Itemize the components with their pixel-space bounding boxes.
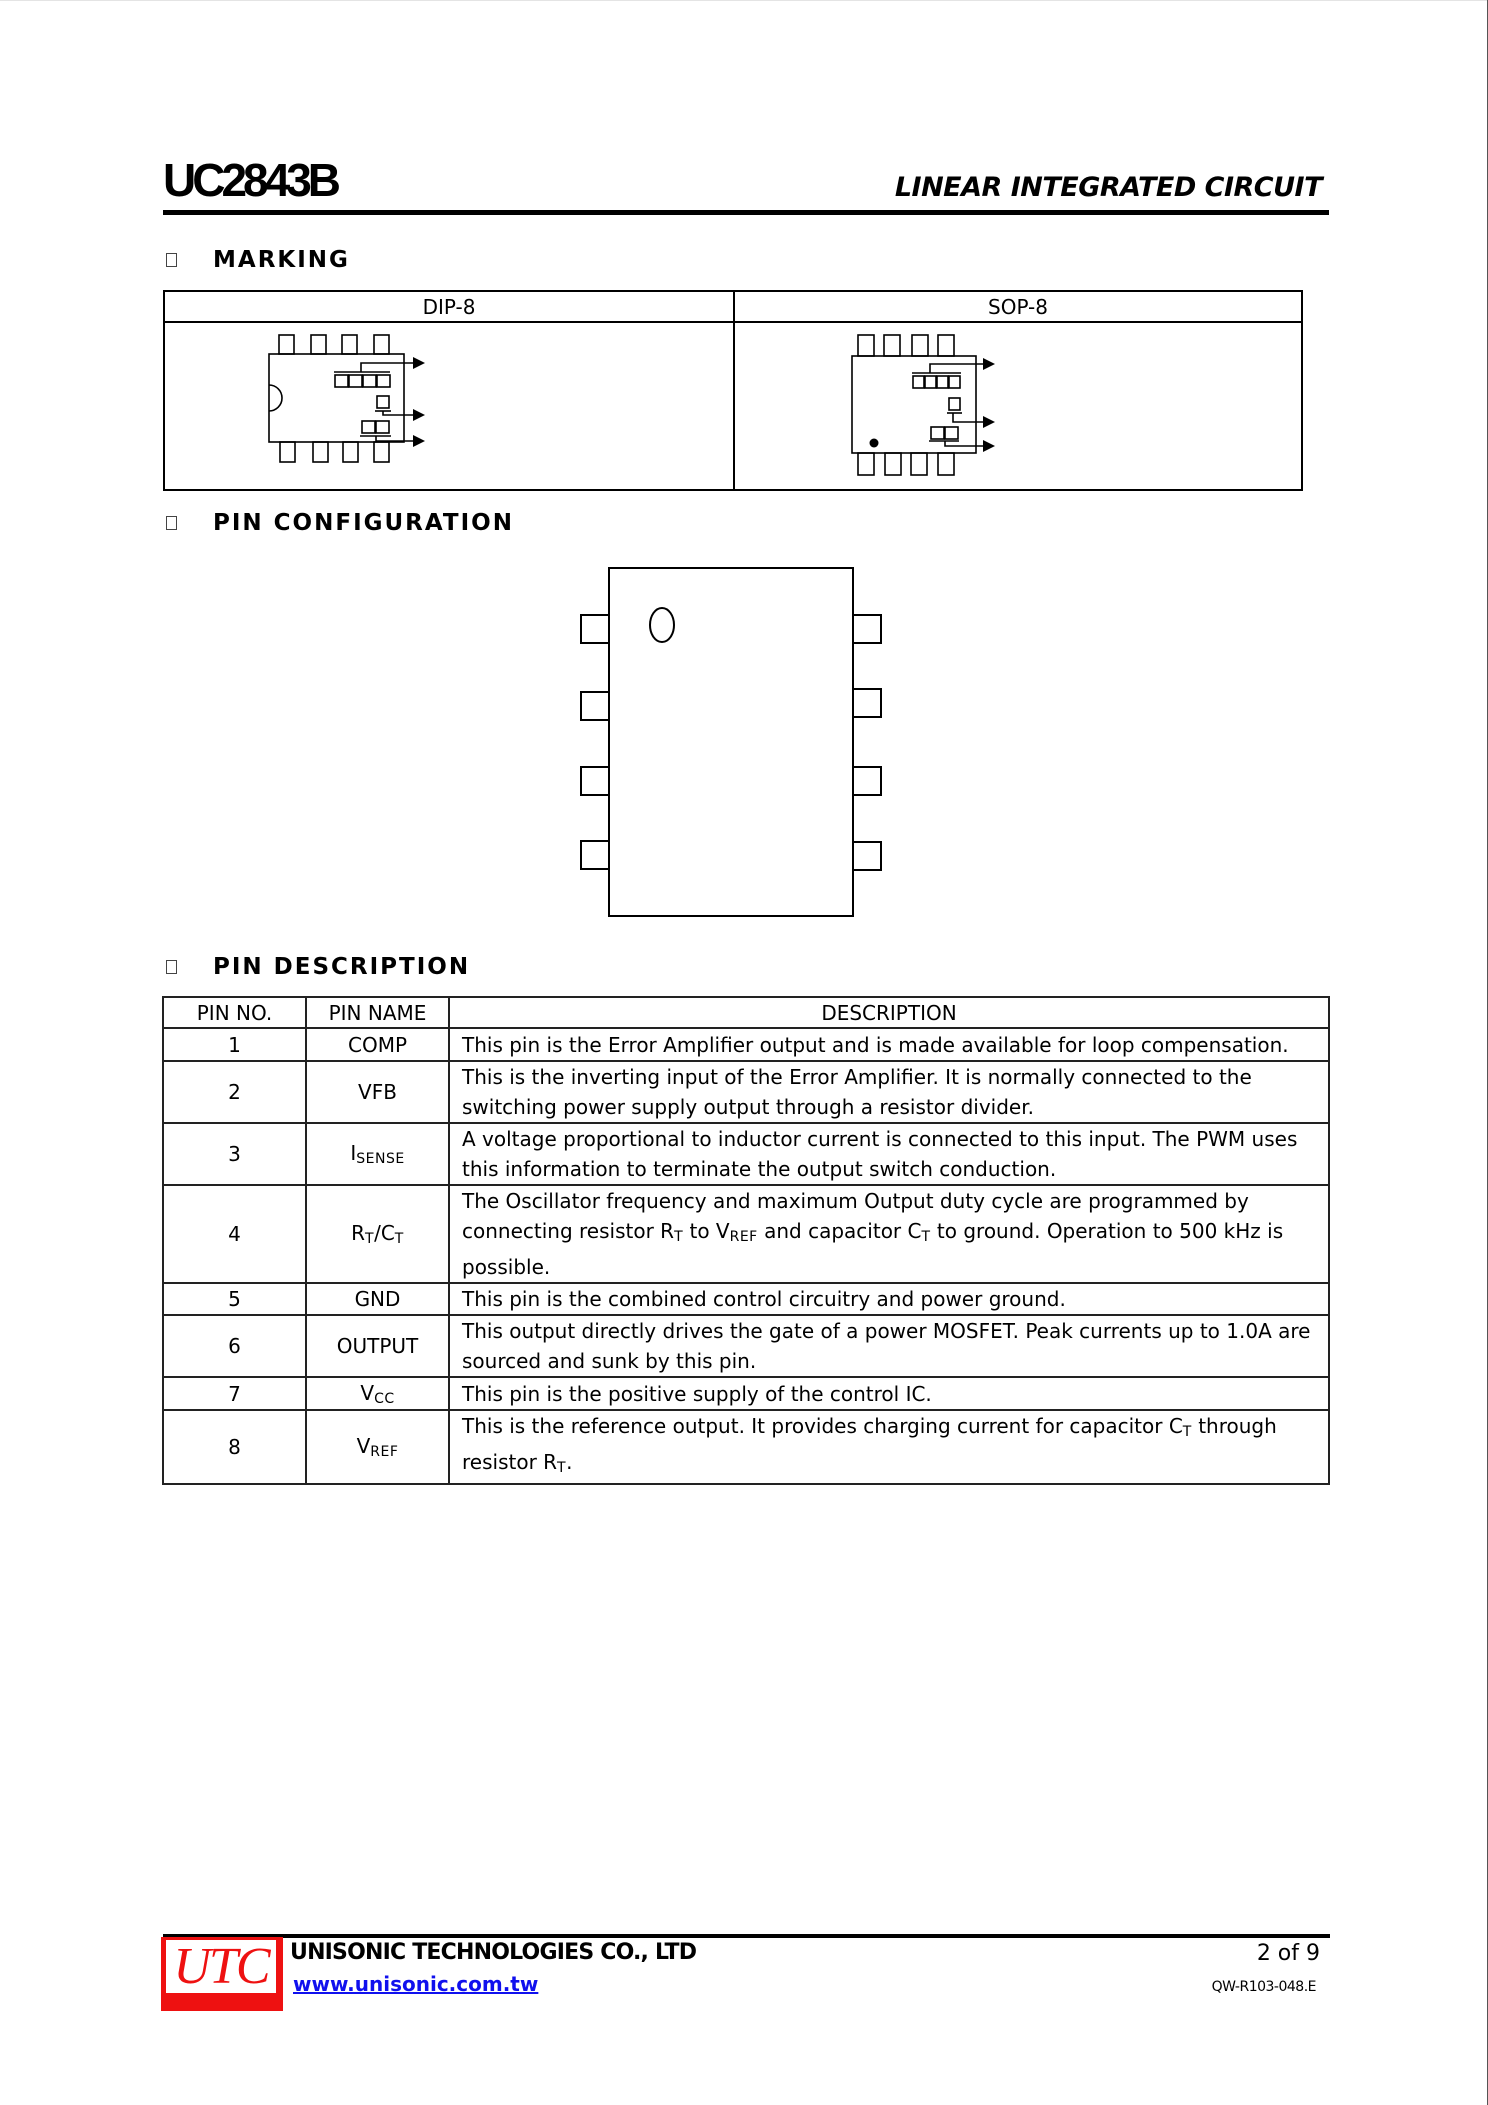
pin-7-lead (853, 689, 881, 717)
page-number: 2 of 9 (1256, 1941, 1320, 1966)
table-row (163, 1123, 1329, 1185)
table-row (163, 1283, 1329, 1315)
bullet-box-icon (166, 516, 177, 530)
pin-description: This pin is the positive supply of the control IC. (449, 1377, 1329, 1410)
table-row (163, 1377, 1329, 1410)
pin-name-subscript: SENSE (356, 1151, 405, 1167)
pin-2-lead (581, 692, 609, 720)
pin-5-lead (853, 842, 881, 870)
pin1-indicator-dot (650, 608, 674, 642)
sop8-marking-diagram (835, 332, 1035, 482)
pin-name-main: /C (374, 1221, 395, 1245)
pin-no: 2 (163, 1061, 306, 1123)
footer-divider (163, 1934, 1330, 1938)
pin-no: 4 (163, 1185, 306, 1283)
bullet-box-icon (166, 960, 177, 974)
utc-logo-text: UTC (166, 1940, 276, 1993)
pin-description: This pin is the combined control circuitry and power ground. (449, 1283, 1329, 1315)
section-marking-title: MARKING (213, 247, 350, 273)
pin-name-subscript: T (365, 1231, 375, 1247)
desc-text: . (566, 1450, 573, 1474)
pin-description (449, 1185, 1329, 1283)
desc-text: through resistor R (462, 1414, 1277, 1474)
table-row (163, 1315, 1329, 1377)
pin-description: A voltage proportional to inductor current is connected to this input. The PWM uses this information to terminate the output switch conduction. (449, 1123, 1329, 1185)
pin-name (306, 1410, 449, 1484)
marking-table (163, 290, 1303, 491)
section-pin-configuration (166, 508, 514, 538)
table-row (163, 1185, 1329, 1283)
desc-subscript: T (557, 1460, 567, 1476)
pin-no: 6 (163, 1315, 306, 1377)
col-header-pin-no: PIN NO. (163, 997, 306, 1028)
pin-description: This output directly drives the gate of a power MOSFET. Peak currents up to 1.0A are sourced and sunk by this pin. (449, 1315, 1329, 1377)
desc-subscript: T (674, 1229, 684, 1245)
pin-name (306, 1185, 449, 1283)
pin-no: 8 (163, 1410, 306, 1484)
table-row (163, 1028, 1329, 1061)
pin-name-main: I (350, 1141, 357, 1165)
utc-logo (161, 1937, 283, 2011)
pin-name-subscript: T (394, 1231, 404, 1247)
pin-8-lead (853, 615, 881, 643)
pin-name: COMP (306, 1028, 449, 1061)
pin-description: This pin is the Error Amplifier output and is made available for loop compensation. (449, 1028, 1329, 1061)
table-row (163, 1410, 1329, 1484)
pin-6-lead (853, 767, 881, 795)
table-header-row (163, 997, 1329, 1028)
pin-1-lead (581, 615, 609, 643)
pin-name: OUTPUT (306, 1315, 449, 1377)
marking-header-dip8: DIP-8 (165, 292, 733, 323)
website-link[interactable]: www.unisonic.com.tw (293, 1972, 539, 1996)
desc-text: The Oscillator frequency and maximum Output duty cycle are programmed by connecting resistor R (462, 1189, 1249, 1243)
company-name: UNISONIC TECHNOLOGIES CO., LTD (290, 1940, 697, 1965)
page-top-edge (0, 0, 1488, 1)
bullet-box-icon (166, 253, 177, 267)
part-number-title: UC2843B (163, 154, 337, 206)
pin-description (449, 1410, 1329, 1484)
desc-text: This is the reference output. It provides charging current for capacitor C (462, 1414, 1183, 1438)
pin-4-lead (581, 841, 609, 869)
document-category: LINEAR INTEGRATED CIRCUIT (894, 172, 1322, 203)
pin-no: 7 (163, 1377, 306, 1410)
pin-name: VFB (306, 1061, 449, 1123)
pin-name-subscript: CC (374, 1390, 395, 1407)
pin-no: 5 (163, 1283, 306, 1315)
pin-configuration-diagram (575, 562, 890, 922)
pin-name (306, 1123, 449, 1185)
col-header-pin-name: PIN NAME (306, 997, 449, 1028)
section-pin-description-title: PIN DESCRIPTION (213, 954, 471, 980)
section-pin-configuration-title: PIN CONFIGURATION (213, 510, 514, 536)
desc-text: and capacitor C (757, 1219, 922, 1243)
section-marking (166, 245, 350, 275)
desc-subscript: T (1182, 1424, 1192, 1440)
pin-name-main: V (356, 1434, 371, 1458)
document-code: QW-R103-048.E (1211, 1979, 1316, 1995)
pin-name-main: R (351, 1221, 366, 1245)
pin-name (306, 1377, 449, 1410)
dip8-marking-diagram (265, 332, 465, 482)
header-divider (163, 210, 1329, 215)
pin-description-table (162, 996, 1330, 1485)
col-header-description: DESCRIPTION (449, 997, 1329, 1028)
pin-description: This is the inverting input of the Error Amplifier. It is normally connected to the switching power supply output through a resistor divider. (449, 1061, 1329, 1123)
table-row (163, 1061, 1329, 1123)
pin-name: GND (306, 1283, 449, 1315)
desc-text: to ground. Operation to 500 kHz is possible. (462, 1219, 1284, 1279)
desc-subscript: REF (729, 1229, 758, 1245)
pin-name-subscript: REF (370, 1444, 399, 1460)
desc-subscript: T (921, 1229, 931, 1245)
pin-no: 1 (163, 1028, 306, 1061)
section-pin-description (166, 952, 470, 982)
pin-name-main: V (360, 1380, 375, 1405)
marking-header-sop8: SOP-8 (735, 292, 1301, 323)
desc-text: to V (683, 1219, 730, 1243)
marking-table-divider (733, 292, 735, 489)
pin-3-lead (581, 767, 609, 795)
pin-no: 3 (163, 1123, 306, 1185)
